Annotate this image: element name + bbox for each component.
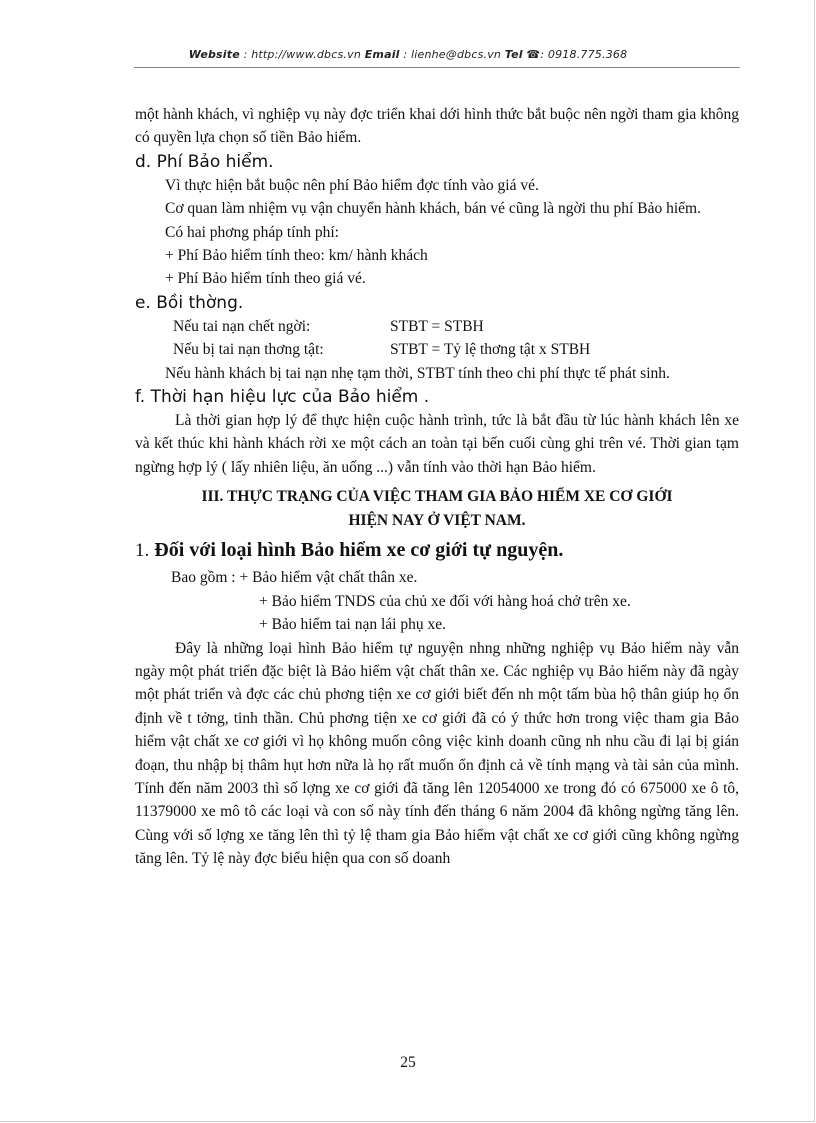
paragraph-7: Nếu hành khách bị tai nạn nhẹ tạm thời, STBT tính theo chi phí thực tế phát sinh. bbox=[165, 364, 670, 382]
paragraph-8: Là thời gian hợp lý để thực hiện cuộc hành trình, tức là bắt đầu từ lúc hành khách lên xe và kết thúc khi hành khách rời xe một cách an toàn tại bến cuối cùng ghi trên vé. Thời gian tạm ngừng hợp lý ( lấy nhiên liệu, ăn uống ...) vẫn tính vào thời hạn Bảo hiểm. bbox=[135, 412, 739, 476]
formula-injury-label: Nếu bị tai nạn thơng tật: bbox=[173, 341, 324, 359]
paragraph-5: + Phí Bảo hiểm tính theo: km/ hành khách bbox=[165, 247, 428, 265]
website-label: Website bbox=[188, 48, 240, 61]
paragraph-1: một hành khách, vì nghiệp vụ này đợc triển khai dới hình thức bắt buộc nên ngời tham gia không có quyền lựa chọn số tiền Bảo hiểm. bbox=[135, 106, 739, 147]
heading-1-number: 1. bbox=[135, 540, 150, 562]
document-body bbox=[135, 103, 739, 871]
page-header bbox=[0, 48, 816, 61]
heading-1-text: Đối với loại hình Bảo hiểm xe cơ giới tự nguyện. bbox=[154, 539, 564, 562]
paragraph-9: Đây là những loại hình Bảo hiểm tự nguyện nhng những nghiệp vụ Bảo hiểm này vẫn ngày một phát triển đặc biệt là Bảo hiểm vật chất thân xe. Các nghiệp vụ Bảo hiểm này đã ngày một phát triển và đợc các chủ phơng tiện xe cơ giới biết đến nh một tấm bùa hộ thân giúp họ ổn định về t tởng, tinh thần. Chủ phơng tiện xe cơ giới đã có ý thức hơn trong việc tham gia Bảo hiểm vật chất xe cơ giới vì họ không muốn công việc kinh doanh cũng nh nhu cầu đi lại bị gián đoạn, thu nhập bị thâm hụt hơn nữa là họ rất muốn ổn định cả về tính mạng và tài sản của mình. Tính đến năm 2003 thì số lợng xe cơ giới đã tăng lên 12054000 xe trong đó có 675000 xe ô tô, 11379000 xe mô tô các loại và con số này tính đến tháng 6 năm 2004 đã không ngừng tăng lên. Cùng với số lợng xe tăng lên thì tỷ lệ tham gia Bảo hiểm vật chất xe cơ giới cũng không ngừng tăng lên. Tỷ lệ này đợc biểu hiện qua con số doanh bbox=[135, 639, 739, 868]
formula-injury bbox=[135, 338, 739, 361]
heading-e: e. Bồi thờng. bbox=[135, 292, 244, 313]
includes-line-2: + Bảo hiểm TNDS của chủ xe đối với hàng hoá chở trên xe. bbox=[259, 592, 631, 610]
heading-iii-line-2: HIỆN NAY Ở VIỆT NAM. bbox=[348, 512, 526, 530]
page-number: 25 bbox=[400, 1054, 416, 1071]
heading-iii-line-1: III. THỰC TRẠNG CỦA VIỆC THAM GIA BẢO HIỂM XE CƠ GIỚI bbox=[201, 488, 673, 506]
heading-f: f. Thời hạn hiệu lực của Bảo hiểm . bbox=[135, 387, 430, 408]
formula-death-label: Nếu tai nạn chết ngời: bbox=[173, 317, 311, 335]
heading-d: d. Phí Bảo hiểm. bbox=[135, 151, 274, 172]
heading-1 bbox=[135, 535, 739, 566]
paragraph-3: Cơ quan làm nhiệm vụ vận chuyển hành khách, bán vé cũng là ngời thu phí Bảo hiểm. bbox=[165, 200, 701, 218]
includes-line-3: + Bảo hiểm tai nạn lái phụ xe. bbox=[259, 616, 446, 634]
phone-icon: ☎ bbox=[526, 48, 541, 61]
paragraph-6: + Phí Bảo hiểm tính theo giá vé. bbox=[165, 270, 366, 288]
paragraph-2: Vì thực hiện bắt buộc nên phí Bảo hiểm đợc tính vào giá vé. bbox=[165, 176, 539, 194]
paragraph-4: Có hai phơng pháp tính phí: bbox=[165, 223, 339, 241]
includes-line-1: Bao gồm : + Bảo hiểm vật chất thân xe. bbox=[171, 569, 418, 587]
formula-death-value: STBT = STBH bbox=[390, 317, 484, 335]
formula-injury-value: STBT = Tỷ lệ thơng tật x STBH bbox=[390, 341, 591, 359]
email-label: Email bbox=[364, 48, 400, 61]
website-value: : http://www.dbcs.vn bbox=[243, 48, 361, 61]
tel-label: Tel bbox=[504, 48, 523, 61]
header-rule bbox=[134, 67, 740, 68]
email-value: : lienhe@dbcs.vn bbox=[403, 48, 502, 61]
tel-value: : 0918.775.368 bbox=[540, 48, 628, 61]
formula-death bbox=[135, 315, 739, 338]
